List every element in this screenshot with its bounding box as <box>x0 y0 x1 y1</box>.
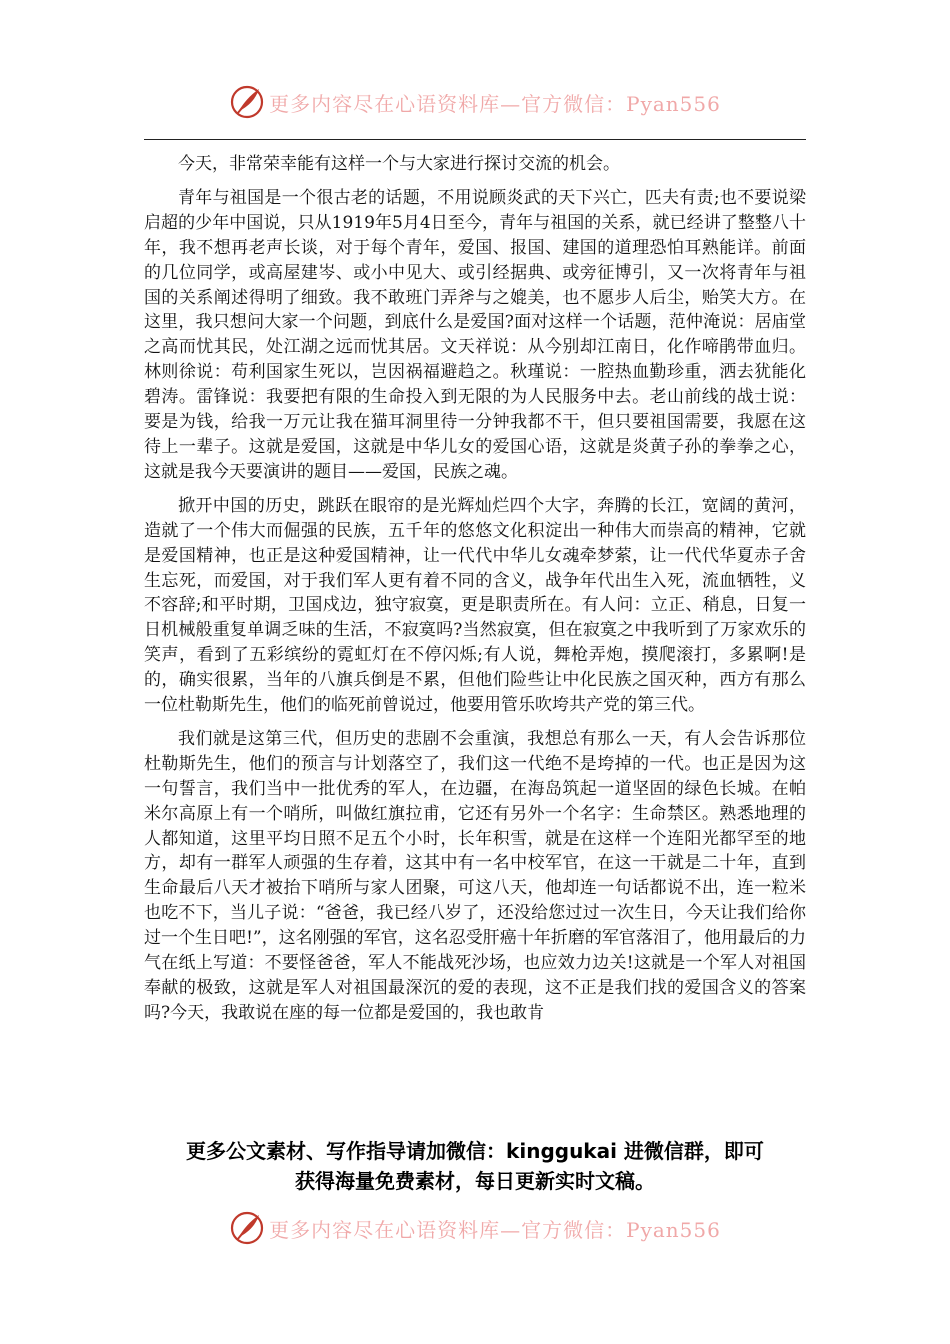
paragraph: 今天，非常荣幸能有这样一个与大家进行探讨交流的机会。 <box>178 154 620 174</box>
document-body <box>144 152 806 1035</box>
header-banner <box>0 84 950 120</box>
footer-banner <box>0 1210 950 1246</box>
footer-banner-text: 更多内容尽在心语资料库—官方微信：Pyan556 <box>269 1217 721 1242</box>
quill-pen-icon <box>229 84 265 120</box>
promo-line: 更多公文素材、写作指导请加微信：kinggukai 进微信群，即可 <box>186 1139 764 1163</box>
paragraph: 我们就是这第三代，但历史的悲剧不会重演，我想总有那么一天，有人会告诉那位杜勒斯先生，他们的预言与计划落空了，我们这一代绝不是垮掉的一代。也正是因为这一句誓言，我们当中一批优秀的军人，在边疆，在海岛筑起一道坚固的绿色长城。在帕米尔高原上有一个哨所，叫做红旗拉甫，它还有另外一个名字：生命禁区。熟悉地理的人都知道，这里平均日照不足五个小时，长年积雪，就是在这样一个连阳光都罕至的地方，却有一群军人顽强的生存着，这其中有一名中校军官，在这一干就是二十年，直到生命最后八天才被抬下哨所与家人团聚，可这八天，他却连一句话都说不出，连一粒米也吃不下，当儿子说：“爸爸，我已经八岁了，还没给您过过一次生日，今天让我们给你过一个生日吧!”，这名刚强的军官，这名忍受肝癌十年折磨的军官落泪了，他用最后的力气在纸上写道：不要怪爸爸，军人不能战死沙场，也应效力边关!这就是一个军人对祖国奉献的极致，这就是军人对祖国最深沉的爱的表现，这不正是我们找的爱国含义的答案吗?今天，我敢说在座的每一位都是爱国的，我也敢肯 <box>144 728 806 1023</box>
promo-line: 获得海量免费素材，每日更新实时文稿。 <box>295 1169 655 1193</box>
header-divider <box>144 139 806 140</box>
paragraph: 青年与祖国是一个很古老的话题，不用说顾炎武的天下兴亡，匹夫有责;也不要说梁启超的少年中国说，只从1919年5月4日至今，青年与祖国的关系，就已经讲了整整八十年，我不想再老声长谈，对于每个青年，爱国、报国、建国的道理恐怕耳熟能详。前面的几位同学，或高屋建岑、或小中见大、或引经据典、或旁征博引，又一次将青年与祖国的关系阐述得明了细致。我不敢班门弄斧与之媲美，也不愿步人后尘，贻笑大方。在这里，我只想问大家一个问题，到底什么是爱国?面对这样一个话题，范仲淹说：居庙堂之高而忧其民，处江湖之远而忧其居。文天祥说：从今别却江南日，化作啼鹃带血归。林则徐说：苟利国家生死以，岂因祸福避趋之。秋瑾说：一腔热血勤珍重，洒去犹能化碧涛。雷锋说：我要把有限的生命投入到无限的为人民服务中去。老山前线的战士说：要是为钱，给我一万元让我在猫耳洞里待一分钟我都不干，但只要祖国需要，我愿在这待上一辈子。这就是爱国，这就是中华儿女的爱国心语，这就是炎黄子孙的拳拳之心，这就是我今天要演讲的题目——爱国，民族之魂。 <box>144 187 806 482</box>
paragraph: 掀开中国的历史，跳跃在眼帘的是光辉灿烂四个大字，奔腾的长江，宽阔的黄河，造就了一个伟大而倔强的民族，五千年的悠悠文化积淀出一种伟大而崇高的精神，它就是爱国精神，也正是这种爱国精神，让一代代中华儿女魂牵梦萦，让一代代华夏赤子舍生忘死，而爱国，对于我们军人更有着不同的含义，战争年代出生入死，流血牺牲，义不容辞;和平时期，卫国戍边，独守寂寞，更是职责所在。有人问：立正、稍息，日复一日机械般重复单调乏味的生活，不寂寞吗?当然寂寞，但在寂寞之中我听到了万家欢乐的笑声，看到了五彩缤纷的霓虹灯在不停闪烁;有人说，舞枪弄炮，摸爬滚打，多累啊!是的，确实很累，当年的八旗兵倒是不累，但他们险些让中化民族之国灭种，西方有那么一位杜勒斯先生，他们的临死前曾说过，他要用管乐吹垮共产党的第三代。 <box>144 495 806 716</box>
header-banner-text: 更多内容尽在心语资料库—官方微信：Pyan556 <box>269 91 721 116</box>
promo-notice <box>120 1136 830 1196</box>
quill-pen-icon <box>229 1210 265 1246</box>
